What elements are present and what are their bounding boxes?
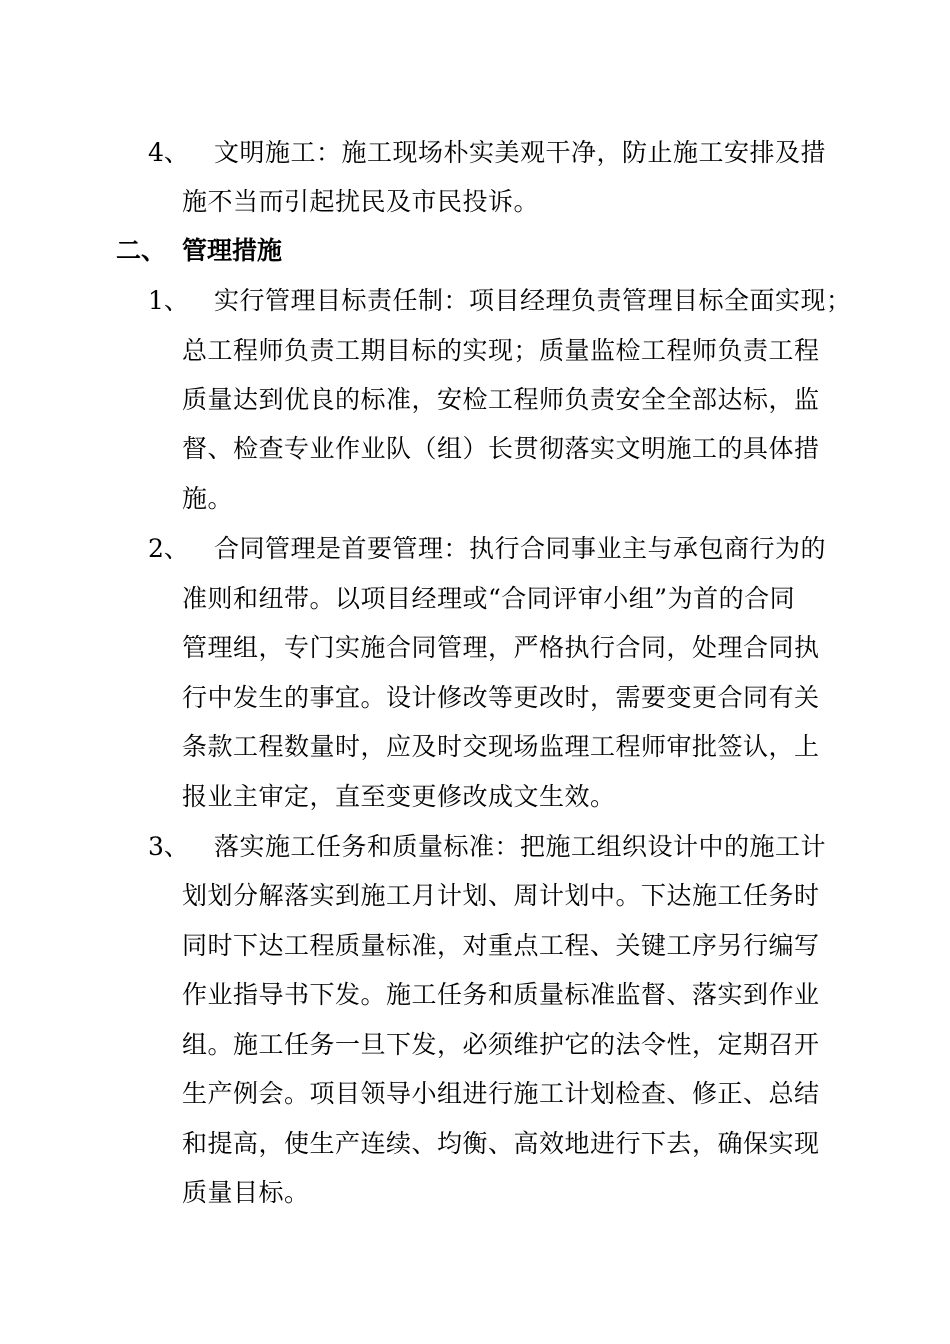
- item-1-line-2: 总工程师负责工期目标的实现；质量监检工程师负责工程: [182, 336, 820, 365]
- item-2-line-6: 报业主审定，直至变更修改成文生效。: [182, 782, 616, 811]
- item-3-line-5: 组。施工任务一旦下发，必须维护它的法令性，定期召开: [182, 1030, 820, 1059]
- item-3-line-2: 划划分解落实到施工月计划、周计划中。下达施工任务时: [182, 881, 820, 910]
- item-3-line-3: 同时下达工程质量标准，对重点工程、关键工序另行编写: [182, 931, 820, 960]
- item-1-line-1: 实行管理目标责任制：项目经理负责管理目标全面实现；: [214, 286, 852, 315]
- item-3-number: 3、: [148, 832, 189, 861]
- item-1-number: 1、: [148, 286, 189, 315]
- item-2-line-1: 合同管理是首要管理：执行合同事业主与承包商行为的: [214, 534, 827, 563]
- item-2-line-3: 管理组，专门实施合同管理，严格执行合同，处理合同执: [182, 633, 820, 662]
- item-4-number: 4、: [148, 138, 189, 167]
- item-1-line-3: 质量达到优良的标准，安检工程师负责安全全部达标，监: [182, 385, 820, 414]
- item-2-line-2: 准则和纽带。以项目经理或“合同评审小组”为首的合同: [182, 584, 796, 613]
- item-3-line-6: 生产例会。项目领导小组进行施工计划检查、修正、总结: [182, 1079, 820, 1108]
- item-4-line-1: 文明施工：施工现场朴实美观干净，防止施工安排及措: [214, 138, 827, 167]
- item-2-number: 2、: [148, 534, 189, 563]
- item-3-line-4: 作业指导书下发。施工任务和质量标准监督、落实到作业: [182, 980, 820, 1009]
- item-1-line-4: 督、检查专业作业队（组）长贯彻落实文明施工的具体措: [182, 434, 820, 463]
- item-3-line-1: 落实施工任务和质量标准：把施工组织设计中的施工计: [214, 832, 827, 861]
- item-2-line-4: 行中发生的事宜。设计修改等更改时，需要变更合同有关: [182, 683, 820, 712]
- item-3-line-8: 质量目标。: [182, 1178, 310, 1207]
- section-number: 二、: [116, 236, 167, 265]
- item-2-line-5: 条款工程数量时，应及时交现场监理工程师审批签认，上: [182, 732, 820, 761]
- section-title: 管理措施: [182, 236, 283, 265]
- item-1-line-5: 施。: [182, 484, 234, 513]
- item-3-line-7: 和提高，使生产连续、均衡、高效地进行下去，确保实现: [182, 1129, 820, 1158]
- item-4-line-2: 施不当而引起扰民及市民投诉。: [182, 187, 540, 216]
